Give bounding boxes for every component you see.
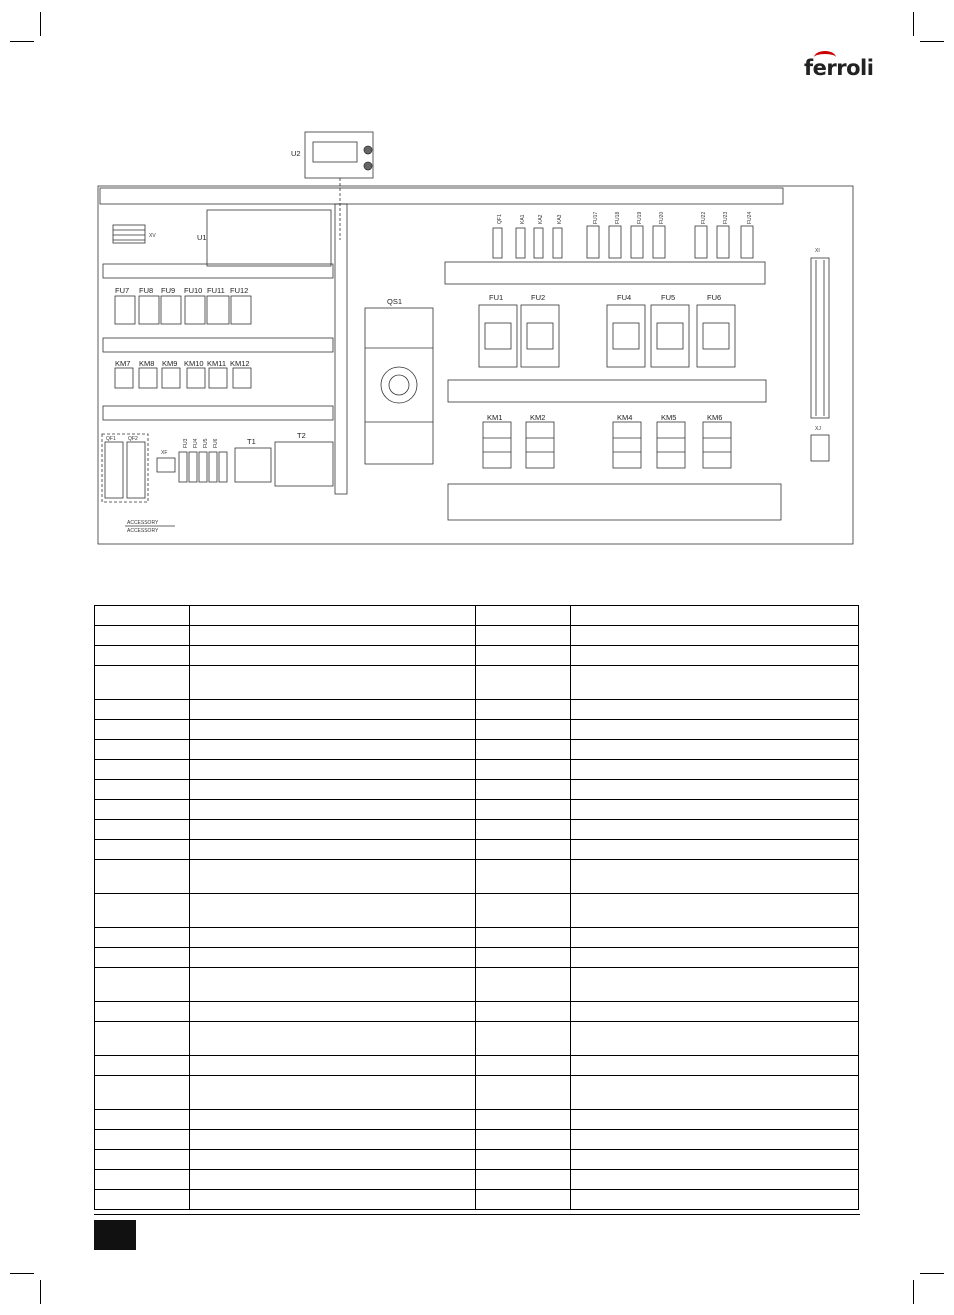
crop-mark [920, 41, 944, 42]
table-cell [95, 1056, 190, 1076]
table-cell [95, 666, 190, 700]
top-label: FU22 [701, 211, 707, 224]
crop-mark [10, 41, 34, 42]
table-row [95, 760, 859, 780]
qs1-main-switch [365, 308, 433, 464]
table-cell [189, 1022, 476, 1056]
top-module-row [493, 226, 753, 258]
table-cell [95, 646, 190, 666]
table-row [95, 894, 859, 928]
table-cell [189, 840, 476, 860]
table-cell [95, 780, 190, 800]
table-cell [571, 1002, 859, 1022]
table-cell [571, 760, 859, 780]
table-cell [476, 800, 571, 820]
table-cell [476, 1022, 571, 1056]
table-cell [189, 700, 476, 720]
km-label: KM10 [184, 359, 204, 368]
km-big-labels [487, 413, 722, 422]
table-cell [95, 860, 190, 894]
fu-big-label: FU2 [531, 293, 546, 302]
table-cell [95, 1190, 190, 1210]
fu-label: FU10 [184, 286, 203, 295]
qs1-label: QS1 [387, 297, 403, 306]
table-cell [189, 948, 476, 968]
left-rail-3 [103, 406, 333, 420]
km-big-group [483, 422, 731, 468]
table-cell [571, 626, 859, 646]
table-cell [476, 928, 571, 948]
table-cell [189, 894, 476, 928]
table-cell [95, 948, 190, 968]
table-cell [95, 626, 190, 646]
table-cell [476, 626, 571, 646]
table-cell [189, 928, 476, 948]
table-cell [571, 1150, 859, 1170]
top-label: KA1 [520, 214, 526, 224]
table-cell [95, 760, 190, 780]
table-cell [189, 626, 476, 646]
table-cell [189, 1150, 476, 1170]
km-label: KM11 [207, 359, 227, 368]
top-label: FU24 [747, 211, 753, 224]
panel-layout-diagram [95, 130, 860, 550]
top-label: FU23 [723, 211, 729, 224]
xi-terminal-strip [811, 258, 829, 418]
table-row [95, 1190, 859, 1210]
qf-label: QF1 [106, 436, 116, 442]
table-row [95, 800, 859, 820]
top-label: QF1 [497, 214, 503, 224]
table-row [95, 700, 859, 720]
table-cell [95, 720, 190, 740]
table-cell [476, 860, 571, 894]
fu-label: FU12 [230, 286, 249, 295]
table-cell [476, 1170, 571, 1190]
table-cell [571, 1076, 859, 1110]
table-cell [95, 968, 190, 1002]
table-cell [571, 860, 859, 894]
table-row [95, 1002, 859, 1022]
table-cell [476, 1002, 571, 1022]
table-row [95, 1022, 859, 1056]
table-row [95, 1110, 859, 1130]
table-cell [189, 968, 476, 1002]
top-label: FU20 [659, 211, 665, 224]
table-cell [571, 968, 859, 1002]
top-label: FU19 [637, 211, 643, 224]
km-left-group [115, 368, 251, 388]
qf-label: QF2 [128, 436, 138, 442]
fu-big-labels [489, 293, 721, 302]
right-rail-2 [448, 380, 766, 402]
crop-mark [40, 12, 41, 36]
table-cell [189, 860, 476, 894]
top-rail [100, 188, 783, 204]
crop-mark [913, 12, 914, 36]
fu-small-label: FU6 [213, 438, 219, 448]
table-row [95, 1056, 859, 1076]
crop-mark [920, 1273, 944, 1274]
table-cell [571, 820, 859, 840]
table-cell [189, 646, 476, 666]
top-label: FU18 [615, 211, 621, 224]
top-row-labels [497, 212, 753, 224]
table-cell [571, 1130, 859, 1150]
t2-label: T2 [297, 431, 306, 440]
qs1-rotary-icon [381, 367, 417, 403]
table-cell [476, 666, 571, 700]
table-cell [476, 720, 571, 740]
table-cell [571, 780, 859, 800]
right-rail-3 [448, 484, 781, 520]
table-cell [95, 1076, 190, 1110]
table-cell [571, 666, 859, 700]
table-cell [476, 780, 571, 800]
km-big-label: KM6 [707, 413, 723, 422]
table-cell [189, 1110, 476, 1130]
table-cell [189, 1190, 476, 1210]
table-cell [476, 1190, 571, 1210]
table-cell [189, 720, 476, 740]
fu-small-labels [183, 438, 219, 448]
table-cell [95, 800, 190, 820]
table-row [95, 928, 859, 948]
top-label: KA3 [557, 214, 563, 224]
table-cell [189, 606, 476, 626]
table-cell [189, 740, 476, 760]
table-cell [476, 740, 571, 760]
xv-label: XV [149, 233, 156, 239]
t2-transformer [275, 442, 333, 486]
km-big-label: KM4 [617, 413, 633, 422]
table-cell [571, 1022, 859, 1056]
qf-accessory-area [102, 434, 148, 502]
table-cell [95, 1022, 190, 1056]
table-cell [189, 780, 476, 800]
table-row [95, 948, 859, 968]
km-big-label: KM5 [661, 413, 677, 422]
table-cell [571, 800, 859, 820]
left-rail-2 [103, 338, 333, 352]
table-cell [189, 1056, 476, 1076]
u2-knob-icon [364, 146, 372, 154]
km-label: KM12 [230, 359, 250, 368]
table-cell [476, 968, 571, 1002]
fu-big-label: FU6 [707, 293, 722, 302]
u2-display-box [305, 132, 373, 178]
km-label: KM8 [139, 359, 155, 368]
fu-label: FU8 [139, 286, 154, 295]
table-row [95, 860, 859, 894]
brand-name: ferroli [804, 56, 874, 80]
km-big-label: KM1 [487, 413, 503, 422]
table-cell [476, 1110, 571, 1130]
table-cell [95, 928, 190, 948]
table-cell [571, 720, 859, 740]
table-cell [189, 800, 476, 820]
table-cell [476, 840, 571, 860]
table-cell [571, 894, 859, 928]
table-cell [571, 840, 859, 860]
fu-small-label: FU3 [183, 438, 189, 448]
fu-big-label: FU5 [661, 293, 676, 302]
table-cell [571, 1170, 859, 1190]
table-cell [189, 1076, 476, 1110]
table-cell [476, 1150, 571, 1170]
fu-big-label: FU4 [617, 293, 632, 302]
xj-terminal-strip [811, 435, 829, 461]
fu-small-label: FU5 [203, 438, 209, 448]
u2-knob-icon [364, 162, 372, 170]
qf-small-labels [106, 436, 138, 442]
xj-label: XJ [815, 426, 821, 432]
table-row [95, 626, 859, 646]
crop-mark [10, 1273, 34, 1274]
table-cell [476, 760, 571, 780]
fu-label: FU9 [161, 286, 176, 295]
table-cell [476, 646, 571, 666]
crop-mark [913, 1280, 914, 1304]
logo-arc-icon [814, 51, 836, 64]
table-cell [95, 1130, 190, 1150]
table-cell [476, 1056, 571, 1076]
page-number-box [94, 1220, 136, 1250]
table-row [95, 840, 859, 860]
table-cell [476, 894, 571, 928]
fu-label: FU11 [207, 286, 225, 295]
table-cell [571, 948, 859, 968]
table-row [95, 606, 859, 626]
table-cell [189, 666, 476, 700]
fu-big-group [479, 305, 735, 367]
table-cell [189, 760, 476, 780]
table-row [95, 780, 859, 800]
fu-small-group [179, 452, 227, 482]
table-row [95, 646, 859, 666]
u2-screen [313, 142, 357, 162]
table-cell [95, 820, 190, 840]
table-row [95, 1076, 859, 1110]
table-cell [571, 928, 859, 948]
table-cell [189, 1002, 476, 1022]
t1-label: T1 [247, 437, 256, 446]
table-cell [95, 840, 190, 860]
table-row [95, 666, 859, 700]
u2-label: U2 [291, 149, 301, 158]
table-cell [476, 700, 571, 720]
table-cell [95, 1110, 190, 1130]
footer-rule [94, 1214, 860, 1215]
brand-logo [804, 56, 874, 82]
table-cell [476, 948, 571, 968]
table-cell [476, 820, 571, 840]
xf-label: XF [161, 450, 168, 456]
xf-terminal [157, 458, 175, 472]
table-cell [95, 894, 190, 928]
accessory-label: ACCESSORY [127, 528, 159, 534]
table-cell [95, 1150, 190, 1170]
table-cell [571, 606, 859, 626]
table-cell [95, 740, 190, 760]
top-label: KA2 [538, 214, 544, 224]
table-row [95, 1130, 859, 1150]
table-cell [189, 1170, 476, 1190]
table-cell [571, 1110, 859, 1130]
u1-label: U1 [197, 233, 207, 242]
table-cell [95, 606, 190, 626]
table-row [95, 740, 859, 760]
table-cell [571, 1190, 859, 1210]
km-left-labels [115, 359, 250, 368]
table-cell [189, 820, 476, 840]
fu-small-label: FU4 [193, 438, 199, 448]
table-row [95, 1150, 859, 1170]
table-row [95, 1170, 859, 1190]
table-row [95, 968, 859, 1002]
table-row [95, 720, 859, 740]
table-cell [476, 606, 571, 626]
table-row [95, 820, 859, 840]
divider-rail [335, 204, 347, 494]
accessory-label: ACCESSORY [127, 520, 159, 526]
fu-left-group [115, 296, 251, 324]
fu-left-labels [115, 286, 248, 295]
legend-table [94, 605, 859, 1210]
table-cell [95, 700, 190, 720]
fu-big-label: FU1 [489, 293, 504, 302]
table-cell [95, 1002, 190, 1022]
table-cell [571, 740, 859, 760]
crop-mark [40, 1280, 41, 1304]
table-cell [571, 646, 859, 666]
km-big-label: KM2 [530, 413, 546, 422]
u1-controller [207, 210, 331, 266]
table-cell [571, 1056, 859, 1076]
right-rail-1 [445, 262, 765, 284]
xi-label: XI [815, 248, 820, 254]
table-cell [476, 1130, 571, 1150]
table-cell [189, 1130, 476, 1150]
fu-label: FU7 [115, 286, 130, 295]
t1-transformer [235, 448, 271, 482]
table-cell [95, 1170, 190, 1190]
table-cell [571, 700, 859, 720]
table-cell [476, 1076, 571, 1110]
km-label: KM7 [115, 359, 131, 368]
km-label: KM9 [162, 359, 178, 368]
top-label: FU17 [593, 211, 599, 224]
